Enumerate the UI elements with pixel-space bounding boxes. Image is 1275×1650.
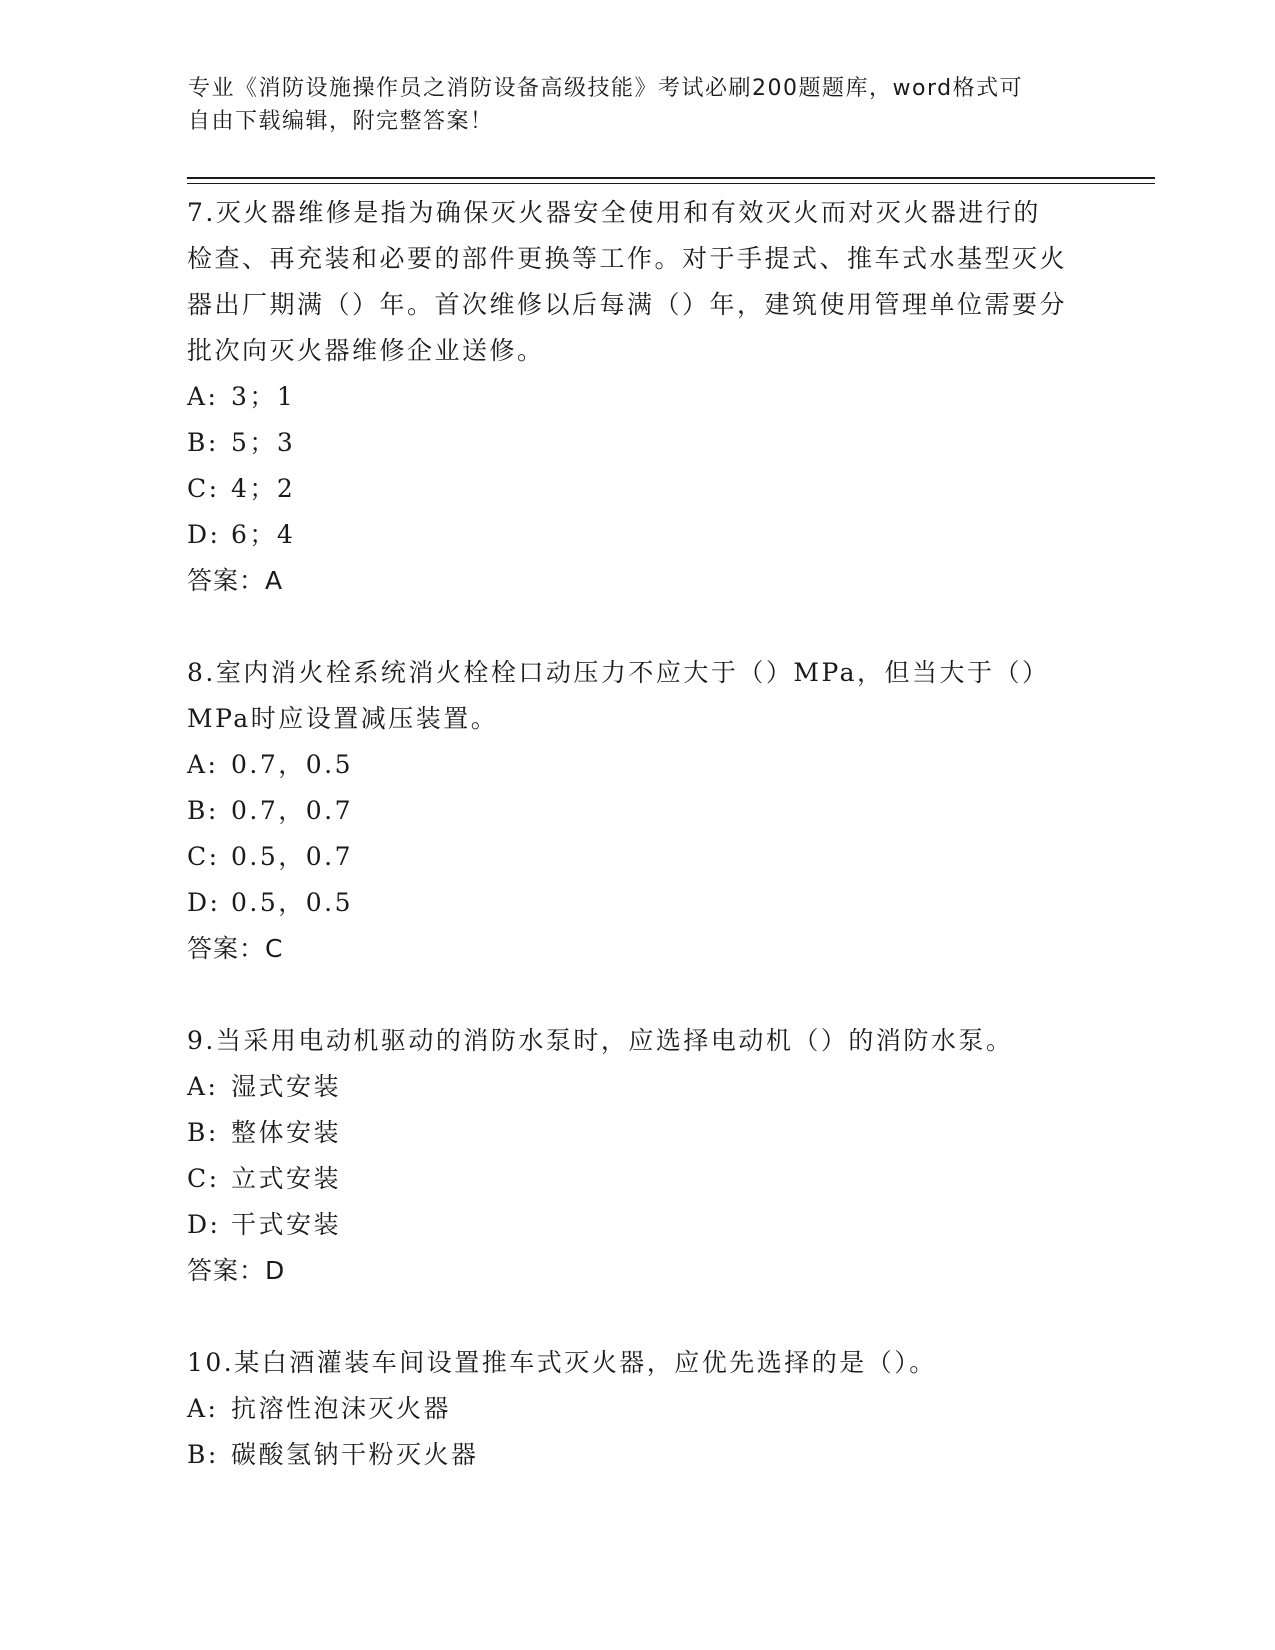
answer-option: [187, 1156, 1067, 1202]
answer-option: [187, 1110, 1067, 1156]
question-stem: 8.室内消火栓系统消火栓栓口动压力不应大于（）MPa，但当大于（）MPa时应设置减压装置。: [187, 658, 1050, 733]
document-header: [188, 72, 1078, 138]
header-line-1: 专业《消防设施操作员之消防设备高级技能》考试必刷200题题库，word格式可: [188, 76, 1024, 101]
option-key: A:: [187, 382, 219, 411]
answer-line: 答案：A: [187, 566, 284, 595]
question-list: [187, 190, 1067, 1524]
option-key: D:: [187, 520, 221, 549]
option-key: A:: [187, 1072, 219, 1101]
option-key: C:: [187, 1164, 220, 1193]
option-text: 湿式安装: [231, 1072, 342, 1101]
option-key: C:: [187, 474, 220, 503]
question-stem: 7.灭火器维修是指为确保灭火器安全使用和有效灭火而对灭火器进行的检查、再充装和必要的部件更换等工作。对于手提式、推车式水基型灭火器出厂期满（）年。首次维修以后每满（）年，建筑使用管理单位需要分批次向灭火器维修企业送修。: [187, 198, 1068, 365]
option-text: 0.7，0.5: [231, 750, 354, 779]
option-key: B:: [187, 796, 219, 825]
answer-option: [187, 466, 1067, 512]
option-text: 立式安装: [231, 1164, 342, 1193]
option-key: D:: [187, 888, 221, 917]
answer-option: [187, 1386, 1067, 1432]
option-key: B:: [187, 1440, 219, 1469]
header-line-2: 自由下载编辑，附完整答案！: [188, 109, 494, 134]
answer-option: [187, 742, 1067, 788]
question-item: [187, 650, 1067, 972]
question-item: [187, 190, 1067, 604]
option-text: 整体安装: [231, 1118, 342, 1147]
option-key: A:: [187, 1394, 219, 1423]
answer-option: [187, 512, 1067, 558]
answer-option: [187, 374, 1067, 420]
option-key: C:: [187, 842, 220, 871]
option-key: A:: [187, 750, 219, 779]
option-text: 5；3: [231, 428, 296, 457]
answer-option: [187, 420, 1067, 466]
question-item: [187, 1340, 1067, 1478]
option-key: B:: [187, 428, 219, 457]
header-divider-thick: [187, 177, 1155, 179]
option-text: 0.5，0.5: [231, 888, 354, 917]
option-text: 0.5，0.7: [231, 842, 354, 871]
option-key: D:: [187, 1210, 221, 1239]
option-text: 碳酸氢钠干粉灭火器: [231, 1440, 479, 1469]
question-stem: 9.当采用电动机驱动的消防水泵时，应选择电动机（）的消防水泵。: [187, 1026, 1014, 1055]
option-key: B:: [187, 1118, 219, 1147]
option-text: 干式安装: [231, 1210, 342, 1239]
header-divider-thin: [187, 183, 1155, 184]
option-text: 6；4: [231, 520, 296, 549]
answer-option: [187, 1202, 1067, 1248]
answer-option: [187, 1064, 1067, 1110]
answer-option: [187, 788, 1067, 834]
answer-line: 答案：D: [187, 1256, 286, 1285]
answer-option: [187, 1432, 1067, 1478]
option-text: 抗溶性泡沫灭火器: [231, 1394, 452, 1423]
answer-line: 答案：C: [187, 934, 284, 963]
answer-option: [187, 880, 1067, 926]
option-text: 0.7，0.7: [231, 796, 354, 825]
option-text: 4；2: [231, 474, 296, 503]
question-stem: 10.某白酒灌装车间设置推车式灭火器，应优先选择的是（）。: [187, 1348, 937, 1377]
question-item: [187, 1018, 1067, 1294]
answer-option: [187, 834, 1067, 880]
option-text: 3；1: [231, 382, 296, 411]
